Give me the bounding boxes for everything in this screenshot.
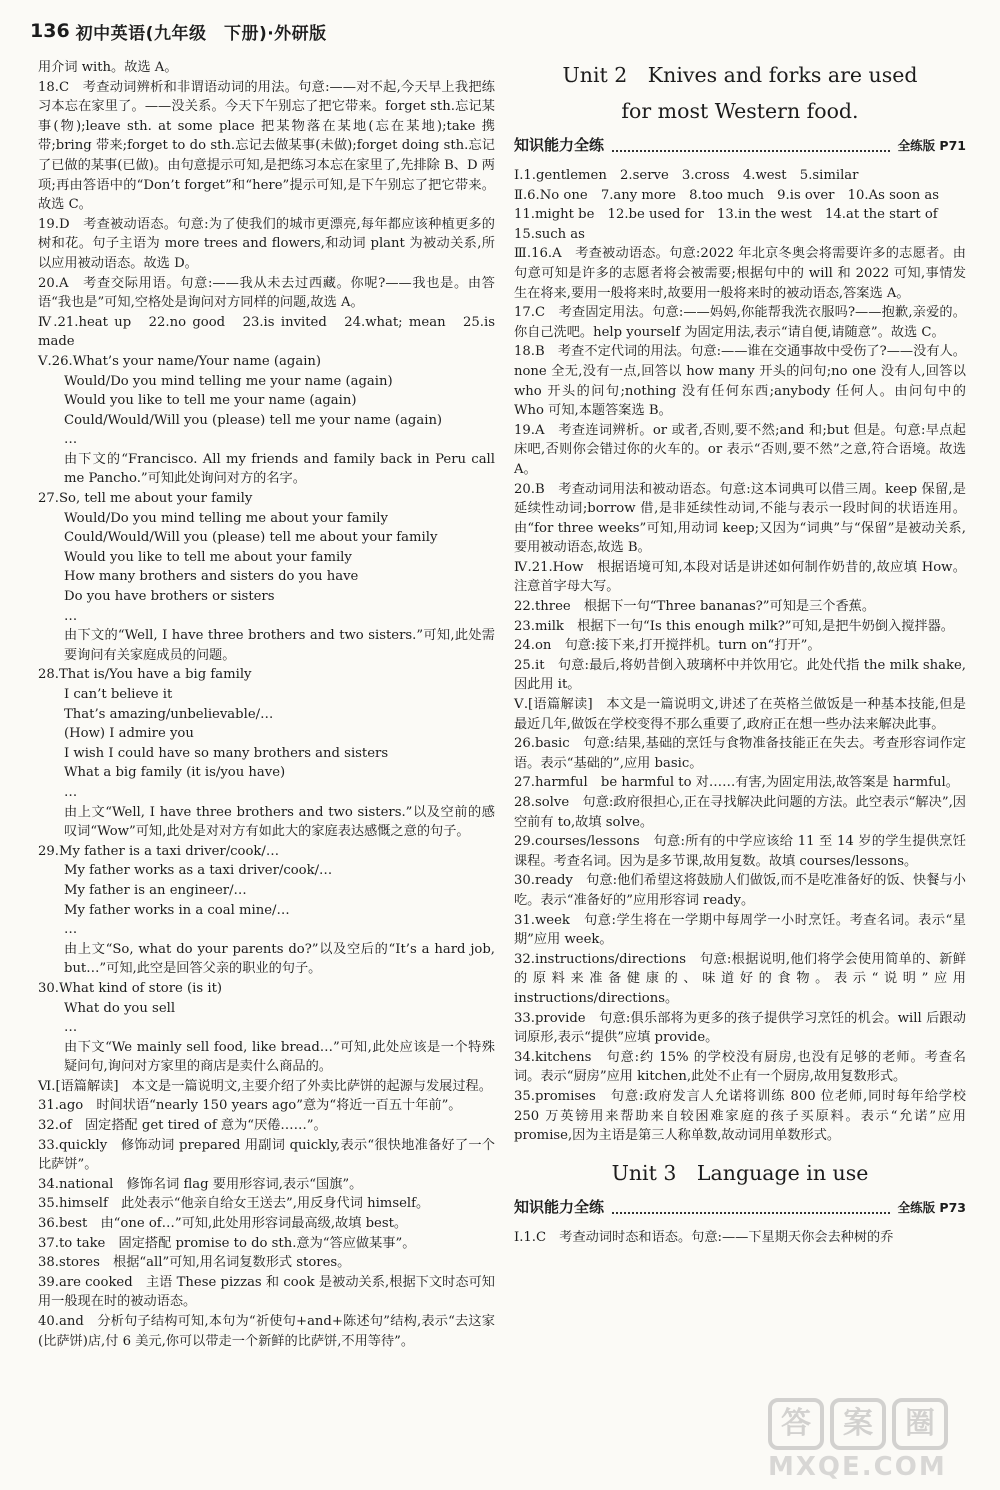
watermark-char: 案	[830, 1398, 886, 1450]
answer-line: 由上文“Well, I have three brothers and two sisters.”以及空前的感叹词“Wow”可知,此处是对对方有如此大的家庭表达感慨之意的句子。	[64, 804, 495, 840]
answer-line: 22.three 根据下一句“Three bananas?”可知是三个香蕉。	[514, 599, 876, 615]
answer-line: 11.might be 12.be used for 13.in the west 14.at the start of	[514, 207, 938, 223]
answer-line: 25.it 句意:最后,将奶昔倒入玻璃杯中并饮用它。此处代指 the milk shake,因此用 it。	[514, 657, 966, 693]
answer-line: 30.What kind of store (is it)	[38, 980, 223, 996]
answer-line: 由上文“So, what do your parents do?”以及空后的“It’s a hard job, but…”可知,此空是回答父亲的职业的句子。	[64, 941, 495, 977]
answer-line: 37.to take 固定搭配 promise to do sth.意为“答应做某事”。	[38, 1235, 416, 1251]
answer-line: Would you like to tell me about your family	[64, 549, 352, 565]
answer-line: 29.My father is a taxi driver/cook/…	[38, 843, 280, 859]
unit2-title-line1: Unit 2 Knives and forks are used	[562, 63, 918, 87]
unit2-answers	[514, 166, 966, 1146]
answer-line: I can’t believe it	[64, 687, 173, 702]
page-number: 136	[30, 20, 70, 42]
answer-line: 31.ago 时间状语“nearly 150 years ago”意为“将近一百五十年前”。	[38, 1098, 462, 1114]
answer-line: Ⅳ.21.How 根据语境可知,本段对话是讲述如何制作奶昔的,故应填 How。注意首字母大写。	[514, 559, 966, 595]
answer-line: Ⅴ.[语篇解读] 本文是一篇说明文,讲述了在英格兰做饭是一种基本技能,但是最近几年,做饭在学校变得不那么重要了,政府正在想一些办法来解决此事。	[514, 697, 966, 732]
unit3-first-answer: Ⅰ.1.C 考查动词时态和语态。句意:——下星期天你会去种树的乔	[514, 1229, 894, 1245]
answer-line: 23.milk 根据下一句“Is this enough milk?”可知,是把牛奶倒入搅拌器。	[514, 618, 954, 634]
answer-line: My father works in a coal mine/…	[64, 902, 290, 918]
answer-line: 31.week 句意:学生将在一学期中每周学一小时烹饪。考查名词。表示“星期”应用 week。	[514, 912, 966, 948]
answer-line: 由下文的“Francisco. All my friends and family back in Peru call me Pancho.”可知此处询问对方的名字。	[64, 451, 495, 487]
answer-line: I wish I could have so many brothers and sisters	[64, 745, 389, 761]
answer-line: 19.A 考查连词辨析。or 或者,否则,要不然;and 和;but 但是。句意:早点起床吧,否则你会错过你的火车的。or 表示“否则,要不然”之意,符合语境。故选 A。	[514, 422, 966, 477]
watermark-char: 圈	[892, 1398, 948, 1450]
right-column	[514, 58, 966, 1247]
answer-line: How many brothers and sisters do you have	[64, 569, 359, 585]
answer-line: 27.So, tell me about your family	[38, 491, 253, 507]
answer-line: Would/Do you mind telling me your name (again)	[64, 373, 393, 389]
answer-line: 35.promises 句意:政府发言人允诺将训练 800 位老师,同时每年给学校 250 万英镑用来帮助来自较困难家庭的孩子买原料。表示“允诺”应用 promise,因为主语是第三人称单数,故动词用单数形式。	[514, 1088, 966, 1144]
answer-line: 29.courses/lessons 句意:所有的中学应该给 11 至 14 岁的学生提供烹饪课程。考查名词。因为是多节课,故用复数。故填 courses/lessons。	[514, 834, 966, 869]
answer-line: 20.A 考查交际用语。句意:——我从未去过西藏。你呢?——我也是。由答语“我也是”可知,空格处是询问对方同样的问题,故选 A。	[38, 275, 495, 311]
answer-line: 19.D 考查被动语态。句意:为了使我们的城市更漂亮,每年都应该种植更多的树和花。句子主语为 more trees and flowers,和动词 plant 为被动关系,所以应用被动语态。故选 D。	[38, 216, 495, 271]
dotted-leader	[612, 1202, 890, 1214]
watermark-url: MXQE.COM	[768, 1452, 947, 1482]
answer-line: Would you like to tell me your name (again)	[64, 393, 357, 409]
answer-line: 34.national 修饰名词 flag 要用形容词,表示“国旗”。	[38, 1176, 363, 1192]
answer-line: 15.such as	[514, 226, 585, 242]
answer-line: …	[64, 1020, 78, 1036]
answer-line: 40.and 分析句子结构可知,本句为“祈使句+and+陈述句”结构,表示“去这家(比萨饼)店,付 6 美元,你可以带走一个新鲜的比萨饼,不用等待”。	[38, 1314, 495, 1349]
answer-line: What a big family (it is/you have)	[64, 765, 286, 781]
answer-line: 32.of 固定搭配 get tired of 意为“厌倦……”。	[38, 1118, 327, 1134]
answer-line: 28.solve 句意:政府很担心,正在寻找解决此问题的方法。此空表示“解决”,因空前有 to,故填 solve。	[514, 795, 966, 830]
answer-line: That’s amazing/unbelievable/…	[64, 706, 274, 722]
answer-line: 34.kitchens 句意:约 15% 的学校没有厨房,也没有足够的老师。考查名词。表示“厨房”应用 kitchen,此处不止有一个厨房,故用复数形式。	[514, 1049, 966, 1085]
left-column	[38, 58, 495, 1351]
unit3-section-title: 知识能力全练	[514, 1197, 605, 1216]
watermark-char: 答	[768, 1398, 824, 1450]
answer-line: 17.C 考查固定用法。句意:——妈妈,你能帮我洗衣服吗?——抱歉,亲爱的。你自己洗吧。help yourself 为固定用法,表示“请自便,请随意”。故选 C。	[514, 305, 966, 340]
answer-line: …	[64, 784, 78, 800]
answer-line: 28.That is/You have a big family	[38, 667, 252, 683]
unit2-section-title: 知识能力全练	[514, 136, 605, 155]
answer-line: Ⅰ.1.gentlemen 2.serve 3.cross 4.west 5.similar	[514, 168, 859, 183]
answer-line: Do you have brothers or sisters	[64, 589, 275, 605]
answer-line: Ⅳ.21.heat up 22.no good 23.is invited 24.what; mean 25.is made	[38, 314, 495, 350]
answer-line: 35.himself 此处表示“他亲自给女王送去”,用反身代词 himself。	[38, 1196, 430, 1212]
answer-line: 24.on 句意:接下来,打开搅拌机。turn on“打开”。	[514, 638, 821, 654]
answer-line: 27.harmful be harmful to 对……有害,为固定用法,故答案是 harmful。	[514, 775, 959, 791]
answer-line: …	[64, 922, 78, 938]
unit3-section-ref: 全练版 P73	[897, 1199, 966, 1215]
answer-line: Ⅵ.[语篇解读] 本文是一篇说明文,主要介绍了外卖比萨饼的起源与发展过程。	[38, 1078, 492, 1094]
answer-line: Ⅴ.26.What’s your name/Your name (again)	[38, 353, 322, 369]
dotted-leader	[612, 140, 890, 152]
unit2-section-header	[514, 132, 966, 160]
answer-line: What do you sell	[64, 1000, 176, 1016]
answer-line: …	[64, 432, 78, 448]
unit2-title-line2: for most Western food.	[621, 99, 859, 123]
book-title: 初中英语(九年级 下册)·外研版	[75, 23, 327, 44]
answer-line: (How) I admire you	[64, 726, 194, 742]
answer-line: 36.best 由“one of…”可知,此处用形容词最高级,故填 best。	[38, 1216, 408, 1232]
answer-line: …	[64, 608, 78, 624]
answer-line: 39.are cooked 主语 These pizzas 和 cook 是被动关系,根据下文时态可知用一般现在时的被动语态。	[38, 1274, 495, 1310]
answer-line: 32.instructions/directions 句意:根据说明,他们将学会使用简单的、新鲜的原料来准备健康的、味道好的食物。表示“说明”应用 instructions/directions。	[514, 951, 966, 1006]
answer-line: Could/Would/Will you (please) tell me your name (again)	[64, 412, 443, 428]
answer-line: My father works as a taxi driver/cook/…	[64, 863, 333, 879]
page-header	[30, 14, 630, 48]
watermark-logo	[768, 1398, 988, 1482]
answer-line: Could/Would/Will you (please) tell me about your family	[64, 530, 438, 546]
answer-line: 20.B 考查动词用法和被动语态。句意:这本词典可以借三周。keep 保留,是延续性动词;borrow 借,是非延续性动词,不能与表示一段时间的状语连用。由“for three weeks”可知,用动词 keep;又因为“词典”与“保留”是被动关系,要用被动语态,故选 B。	[514, 481, 966, 556]
answer-line: 26.basic 句意:结果,基础的烹饪与食物准备技能正在失去。考查形容词作定语。表示“基础的”,应用 basic。	[514, 736, 966, 771]
answer-line: 33.provide 句意:俱乐部将为更多的孩子提供学习烹饪的机会。will 后跟动词原形,表示“提供”应填 provide。	[514, 1010, 966, 1046]
answer-line: 38.stores 根据“all”可知,用名词复数形式 stores。	[38, 1255, 351, 1271]
answer-line: Ⅱ.6.No one 7.any more 8.too much 9.is over 10.As soon as	[514, 187, 940, 203]
answer-line: 33.quickly 修饰动词 prepared 用副词 quickly,表示“很快地准备好了一个比萨饼”。	[38, 1137, 495, 1173]
unit3-title: Unit 3 Language in use	[611, 1160, 869, 1185]
answer-line: 由下文“We mainly sell food, like bread…”可知,此处应该是一个特殊疑问句,询问对方家里的商店是卖什么商品的。	[64, 1039, 495, 1075]
unit2-section-ref: 全练版 P71	[897, 138, 966, 154]
answer-line: 18.C 考查动词辨析和非谓语动词的用法。句意:——对不起,今天早上我把练习本忘在家里了。——没关系。今天下午别忘了把它带来。forget sth.忘记某事(物);leave sth. at some place 把某物落在某地(忘在某地);take 携带;bring 带来;forget to do sth.忘记去做某事(未做);forget doing sth.忘记了已做的某事(已做)。由句意提示可知,是把练习本忘在家里了,先排除 B、D 两项;再由答语中的“Don’t forget”和“here”提示可知,是下午别忘了把它带来。故选 C。	[38, 79, 495, 213]
answer-line: 18.B 考查不定代词的用法。句意:——谁在交通事故中受伤了?——没有人。none 全无,没有一点,回答以 how many 开头的问句;no one 没有人,回答以 who 开头的问句;nothing 没有任何东西;anybody 任何人。由问句中的 Who 可知,本题答案选 B。	[514, 344, 966, 419]
answer-line: 30.ready 句意:他们希望这将鼓励人们做饭,而不是吃准备好的饭、快餐与小吃。表示“准备好的”应用形容词 ready。	[514, 873, 966, 908]
answer-line: 用介词 with。故选 A。	[38, 60, 178, 75]
answer-line: Would/Do you mind telling me about your family	[64, 510, 388, 526]
unit3-section-header	[514, 1194, 966, 1222]
answer-line: My father is an engineer/…	[64, 882, 247, 898]
answer-line: 由下文的“Well, I have three brothers and two sisters.”可知,此处需要询问有关家庭成员的问题。	[64, 628, 495, 663]
answer-line: Ⅲ.16.A 考查被动语态。句意:2022 年北京冬奥会将需要许多的志愿者。由句意可知是许多的志愿者将会被需要;根据句中的 will 和 2022 可知,事情发生在将来,要用一般将来时,故要用一般将来时的被动语态,答案选 A。	[514, 246, 966, 301]
